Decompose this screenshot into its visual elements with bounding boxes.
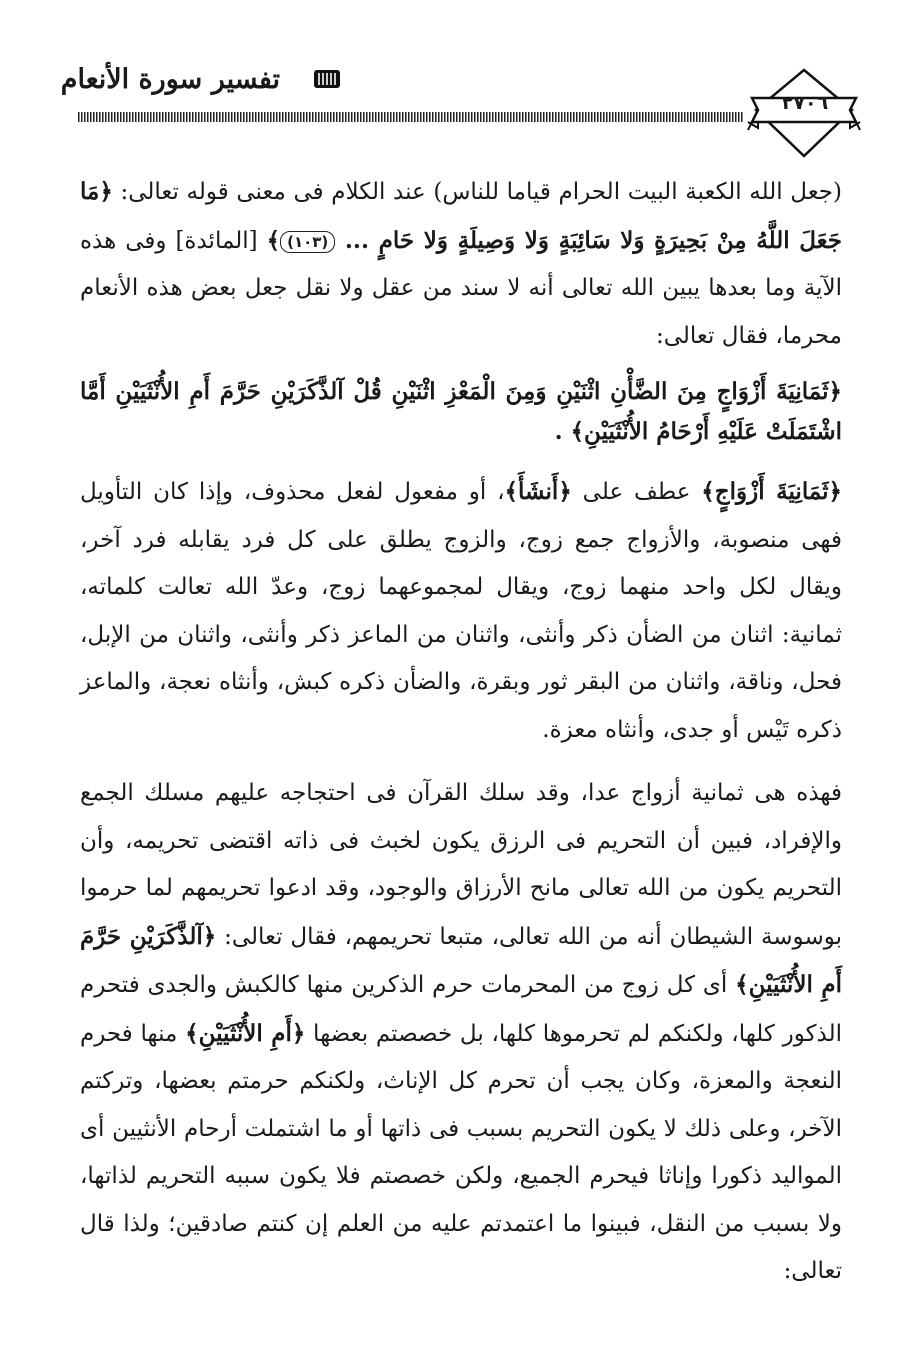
quran-verse-block	[80, 372, 842, 452]
ornate-bracket: ﴿	[99, 178, 113, 205]
text-segment: [المائدة] وفى هذه الآية وما بعدها يبين الله تعالى أنه لا سند من عقل ولا نقل جعل بعض هذه الأنعام محرما، فقال تعالى:	[80, 227, 842, 349]
text-segment: فهذه هى ثمانية أزواج عدا، وقد سلك القرآن فى احتجاجه عليهم مسلك الجمع والإفراد، فبين أن التحريم فى الرزق يكون لخبث فى ذاته اقتضى تحريمه، وأن التحريم يكون من الله تعالى مانح الأرزاق والوجود، وقد ادعوا تحريمهم لما حرموا بوسوسة الشيطان أنه من الله تعالى، متبعا تحريمهم، فقال تعالى:	[80, 780, 842, 950]
page-number-badge-icon	[746, 68, 862, 160]
quran-text: ﴿ثَمَانِيَةَ أَزْوَاجٍ مِنَ الضَّأْنِ اثْنَيْنِ وَمِنَ الْمَعْزِ اثْنَيْنِ قُلْ آلذَّكَرَيْنِ حَرَّمَ أَمِ الأُنْثَيَيْنِ أَمَّا اشْتَمَلَتْ عَلَيْهِ أَرْحَامُ الأُنْثَيَيْنِ﴾	[80, 378, 842, 445]
text-segment: أى كل زوج من المحرمات حرم الذكرين منها كالكبش والجدى فتحرم الذكور كلها، ولكنكم لم تحرموها كلها، بل خصصتم بعضها	[80, 972, 842, 1047]
quran-text: ﴿ثَمَانِيَةَ أَزْوَاجٍ﴾	[701, 478, 842, 505]
verse-number-mark: (١٠٣)	[280, 231, 335, 253]
paragraph	[80, 468, 842, 754]
quran-text: ﴿أَنشَأَ﴾	[504, 478, 572, 505]
quran-text: ﴿أَمِ الأُنْثَيَيْنِ﴾	[185, 1019, 306, 1047]
text-segment: (جعل الله الكعبة البيت الحرام قياما للناس) عند الكلام فى معنى قوله تعالى:	[112, 179, 842, 205]
text-segment: .	[554, 418, 571, 445]
paragraph	[80, 770, 842, 1296]
quran-text: مَا جَعَلَ اللَّهُ مِنْ بَحِيرَةٍ وَلا سَائِبَةٍ وَلا وَصِيلَةٍ وَلا حَامٍ ...	[80, 178, 842, 254]
header-divider-rule	[78, 112, 744, 122]
ornate-bracket: ﴾	[266, 226, 281, 254]
text-segment: عطف على	[571, 479, 702, 505]
body-text	[80, 168, 842, 1296]
quran-text: ﴿آلذَّكَرَيْنِ حَرَّمَ أَمِ الأُنْثَيَيْنِ﴾	[80, 922, 842, 998]
paragraph	[80, 168, 842, 360]
running-header-title: تفسير سورة الأنعام	[60, 64, 280, 95]
text-segment: منها فحرم النعجة والمعزة، وكان يجب أن تحرم كل الإناث، ولكنكم حرمتم بعضها، وتركتم الآخر، وعلى ذلك لا يكون التحريم بسبب فى ذاتها أو ما اشتملت أرحام الأنثيين أى المواليد ذكورا وإناثا فيحرم الجميع، ولكن خصصتم فلا يكون سببه التحريم لذاتها، ولا بسبب من النقل، فبينوا ما اعتمدتم عليه من العلم إن كنتم صادقين؛ ولذا قال تعالى:	[80, 1020, 842, 1284]
page-number: ٢٧٠٦	[781, 92, 829, 114]
ornament-icon	[312, 66, 342, 92]
text-segment: ، أو مفعول لفعل محذوف، وإذا كان التأويل فهى منصوبة، والأزواج جمع زوج، والزوج يطلق على كل فرد يقابله فرد آخر، ويقال لكل واحد منهما زوج، ويقال لمجموعهما زوج، وعدّ الله تعالت كلماته، ثمانية: اثنان من الضأن ذكر وأنثى، واثنان من الماعز ذكر وأنثى، واثنان من الإبل، فحل، وناقة، واثنان من البقر ثور وبقرة، والضأن ذكره كبش، وأنثاه نعجة، والماعز ذكره تَيْس أو جدى، وأنثاه معزة.	[80, 479, 842, 743]
